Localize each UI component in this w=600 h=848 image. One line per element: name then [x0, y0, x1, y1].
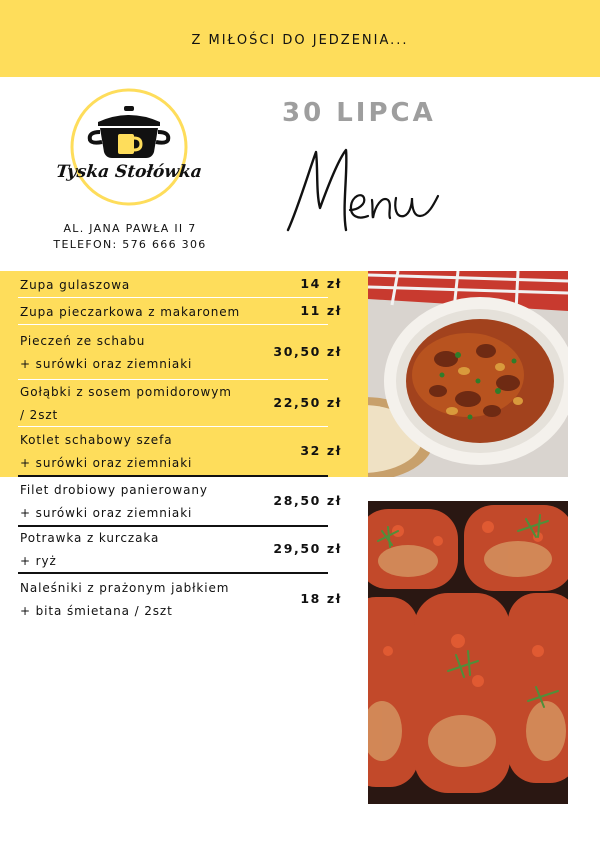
soup-photo: [368, 271, 568, 477]
menu-item-description: [20, 527, 270, 573]
menu-item-description: [20, 479, 270, 525]
menu-item-price: 30,50 zł: [273, 344, 342, 359]
brand-name: Tyska Stołówka: [55, 162, 203, 182]
menu-item-line: Naleśniki z prażonym jabłkiem: [20, 581, 230, 595]
phone-text: TELEFON: 576 666 306: [53, 238, 207, 251]
menu-item-separator: [18, 475, 328, 477]
menu-item-line: + surówki oraz ziemniaki: [20, 357, 193, 371]
menu-item-line: Gołąbki z sosem pomidorowym: [20, 385, 232, 399]
menu-item: [0, 574, 368, 626]
menu-item: [0, 326, 368, 380]
menu-item-line: Zupa pieczarkowa z makaronem: [20, 304, 241, 319]
menu-item-line: + bita śmietana / 2szt: [20, 604, 173, 618]
menu-item-line: + ryż: [20, 554, 57, 568]
menu-item-line: / 2szt: [20, 408, 59, 422]
menu-item-line: Pieczeń ze schabu: [20, 334, 146, 348]
menu-script-lettering: [278, 138, 448, 250]
menu-item-price: 29,50 zł: [273, 541, 342, 556]
cabbage-rolls-photo: [368, 501, 568, 804]
address-text: AL. JANA PAWŁA II 7: [63, 222, 197, 235]
menu-item: [0, 272, 368, 298]
menu-item-line: Kotlet schabowy szefa: [20, 433, 173, 447]
menu-title: [278, 138, 448, 254]
menu-item-price: 18 zł: [300, 591, 342, 606]
menu-item-separator: [18, 426, 328, 427]
menu-item-separator: [18, 379, 328, 380]
menu-item-line: Filet drobiowy panierowany: [20, 483, 208, 497]
menu-item-description: [20, 577, 270, 623]
menu-item-separator: [18, 297, 328, 298]
menu-item-price: 11 zł: [300, 303, 342, 318]
menu-item: [0, 527, 368, 573]
menu-item-separator: [18, 324, 328, 325]
brand-logo: [55, 86, 203, 208]
menu-item-line: + surówki oraz ziemniaki: [20, 506, 193, 520]
menu-item: [0, 381, 368, 427]
menu-item-price: 14 zł: [300, 276, 342, 291]
top-band: [0, 0, 600, 77]
menu-item-description: [20, 330, 270, 376]
menu-item-description: [20, 381, 270, 427]
menu-item-description: [20, 301, 270, 324]
menu-item: [0, 478, 368, 526]
menu-item: [0, 299, 368, 325]
menu-date: 30 LIPCA: [282, 98, 436, 128]
contact-block: [40, 221, 220, 253]
tagline: Z MIŁOŚCI DO JEDZENIA...: [191, 33, 409, 48]
cooking-pot-with-mug-icon: [68, 86, 190, 208]
menu-item-price: 28,50 zł: [273, 493, 342, 508]
menu-item-price: 32 zł: [300, 443, 342, 458]
menu-item-line: Zupa gulaszowa: [20, 277, 131, 292]
menu-item-description: [20, 274, 270, 297]
menu-item-line: Potrawka z kurczaka: [20, 531, 160, 545]
menu-item-description: [20, 429, 270, 475]
menu-item-line: + surówki oraz ziemniaki: [20, 456, 193, 470]
menu-item-price: 22,50 zł: [273, 395, 342, 410]
menu-item: [0, 428, 368, 476]
